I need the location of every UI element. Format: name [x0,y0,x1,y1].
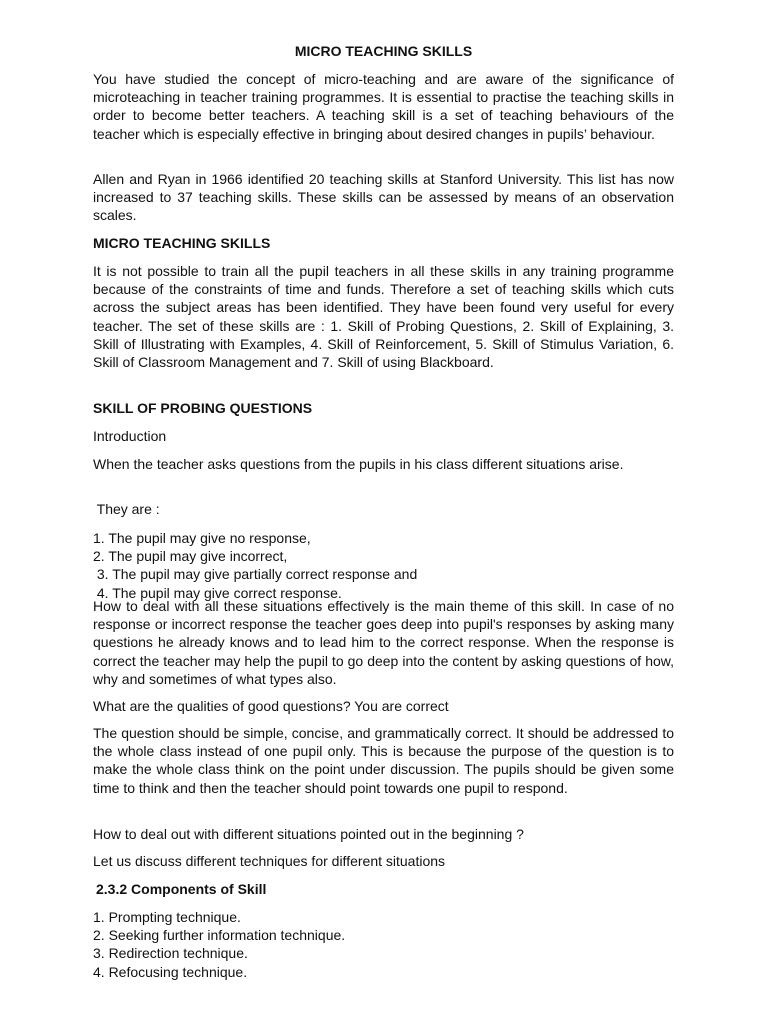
section-heading-probing-questions: SKILL OF PROBING QUESTIONS [93,400,313,416]
theme-paragraph: How to deal with all these situations effectively is the main theme of this skill. In case of no response or incorrect response the teacher goes deep into pupil's responses by asking many questions he already knows and to lead him to the correct response. When the response is correct the teacher may help the pupil to go deep into the content by asking questions of how, why and sometimes of what types also. [93,598,674,687]
situations-paragraph: When the teacher asks questions from the pupils in his class different situations arise. [93,456,624,472]
list-item: 4. Refocusing technique. [93,963,248,980]
intro-paragraph-2: Allen and Ryan in 1966 identified 20 teaching skills at Stanford University. This list has now increased to 37 teaching skills. These skills can be assessed by means of an observation scales. [93,171,674,224]
qualities-question: What are the qualities of good questions? You are correct [93,698,449,714]
components-list [93,908,674,981]
introduction-label: Introduction [93,428,167,444]
list-item: 1. The pupil may give no response, [93,530,311,546]
list-item: 2. The pupil may give incorrect, [93,548,288,565]
intro-paragraph-1: You have studied the concept of micro-teaching and are aware of the significance of microteaching in teacher training programmes. It is essential to practise the teaching skills in order to become better teachers. A teaching skill is a set of teaching behaviours of the teacher which is especially effective in bringing about desired changes in pupils’ behaviour. [93,71,674,142]
skills-overview-paragraph: It is not possible to train all the pupil teachers in all these skills in any training programme because of the constraints of time and funds. Therefore a set of teaching skills which cuts across the subject areas has been identified. They have been found very useful for every teacher. The set of these skills are : 1. Skill of Probing Questions, 2. Skill of Explaining, 3. Skill of Illustrating with Examples, 4. Skill of Reinforcement, 5. Skill of Stimulus Variation, 6. Skill of Classroom Management and 7. Skill of using Blackboard. [93,263,674,371]
discuss-line: Let us discuss different techniques for different situations [93,853,446,869]
section-heading-micro-teaching-skills: MICRO TEACHING SKILLS [93,235,271,251]
list-item: 4. The pupil may give correct response. [93,584,342,601]
document-title: MICRO TEACHING SKILLS [294,43,473,59]
they-are-label: They are : [93,501,160,517]
list-item: 2. Seeking further information technique. [93,927,346,944]
qualities-paragraph: The question should be simple, concise, and grammatically correct. It should be addressed to the whole class instead of one pupil only. This is because the purpose of the question is to make the whole class think on the point under discussion. The pupils should be given some time to think and then the teacher should point towards one pupil to respond. [93,725,674,796]
deal-question: How to deal out with different situations pointed out in the beginning ? [93,826,524,842]
list-item: 1. Prompting technique. [93,909,241,925]
list-item: 3. Redirection technique. [93,945,248,962]
components-heading: 2.3.2 Components of Skill [96,881,267,897]
list-item: 3. The pupil may give partially correct response and [93,566,418,583]
response-list [93,529,674,602]
